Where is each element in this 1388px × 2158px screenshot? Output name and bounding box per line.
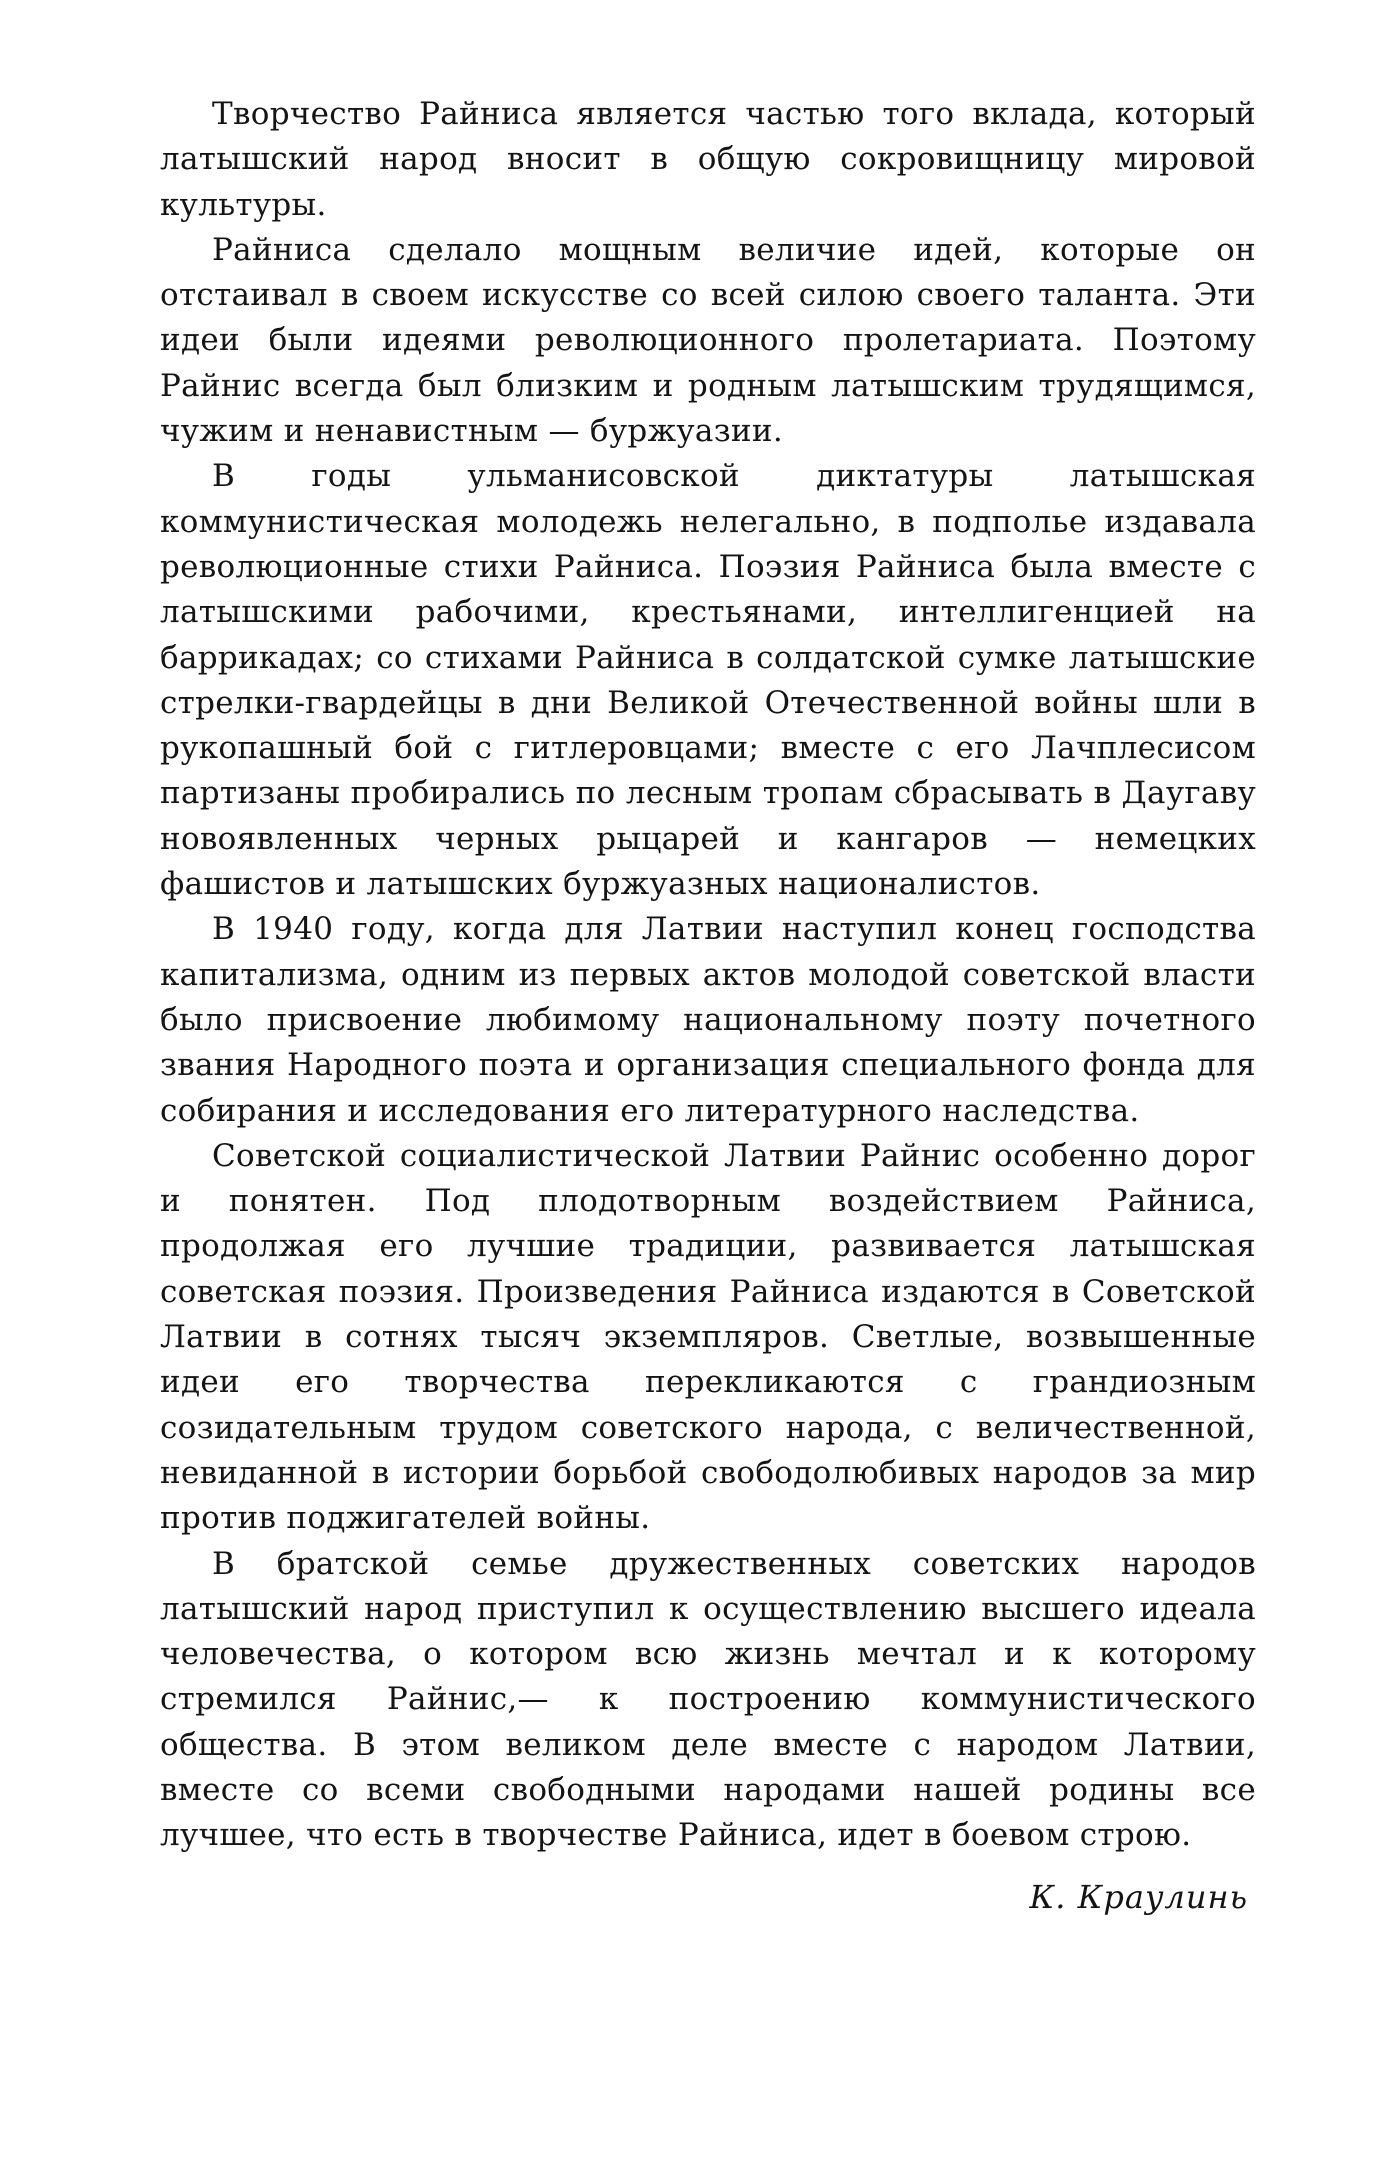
author-signature: К. Краулинь xyxy=(1029,1877,1248,1916)
paragraph-4: В 1940 году, когда для Латвии наступил конец господства капитализма, одним из первых актов молодой советской власти было присвоение любимому национальному поэту почетного звания Народного поэта и организация специального фонда для собирания и исследования его литературного наследства. xyxy=(160,911,1256,1129)
paragraph-5: Советской социалистической Латвии Райнис особенно дорог и понятен. Под плодотворным воздействием Райниса, продолжая его лучшие традиции, развивается латышская советская поэзия. Произведения Райниса издаются в Советской Латвии в сотнях тысяч экземпляров. Светлые, возвышенные идеи его творчества перекликаются с грандиозным созидательным трудом советского народа, с величественной, невиданной в истории борьбой свободолюбивых народов за мир против поджигателей войны. xyxy=(160,1137,1256,1537)
paragraph-6: В братской семье дружественных советских народов латышский народ приступил к осуществлению высшего идеала человечества, о котором всю жизнь мечтал и к которому стремился Райнис,— к построению коммунистического общества. В этом великом деле вместе с народом Латвии, вместе со всеми свободными народами нашей родины все лучшее, что есть в творчестве Райниса, идет в боевом строю. xyxy=(160,1545,1256,1854)
paragraph-1: Творчество Райниса является частью того вклада, который латышский народ вносит в общую сокровищницу мировой культуры. xyxy=(160,96,1256,223)
paragraph-2: Райниса сделало мощным величие идей, которые он отстаивал в своем искусстве со всей силою своего таланта. Эти идеи были идеями революционного пролетариата. Поэтому Райнис всегда был близким и родным латышским трудящимся, чужим и ненавистным — буржуазии. xyxy=(160,231,1256,450)
paragraph-3: В годы ульманисовской диктатуры латышская коммунистическая молодежь нелегально, в подполье издавала революционные стихи Райниса. Поэзия Райниса была вместе с латышскими рабочими, крестьянами, интеллигенцией на баррикадах; со стихами Райниса в солдатской сумке латышские стрелки-гвардейцы в дни Великой Отечественной войны шли в рукопашный бой с гитлеровцами; вместе с его Лачплесисом партизаны пробирались по лесным тропам сбрасывать в Даугаву новоявленных черных рыцарей и кангаров — немецких фашистов и латышских буржуазных националистов. xyxy=(160,458,1256,903)
document-page xyxy=(160,92,1256,1920)
